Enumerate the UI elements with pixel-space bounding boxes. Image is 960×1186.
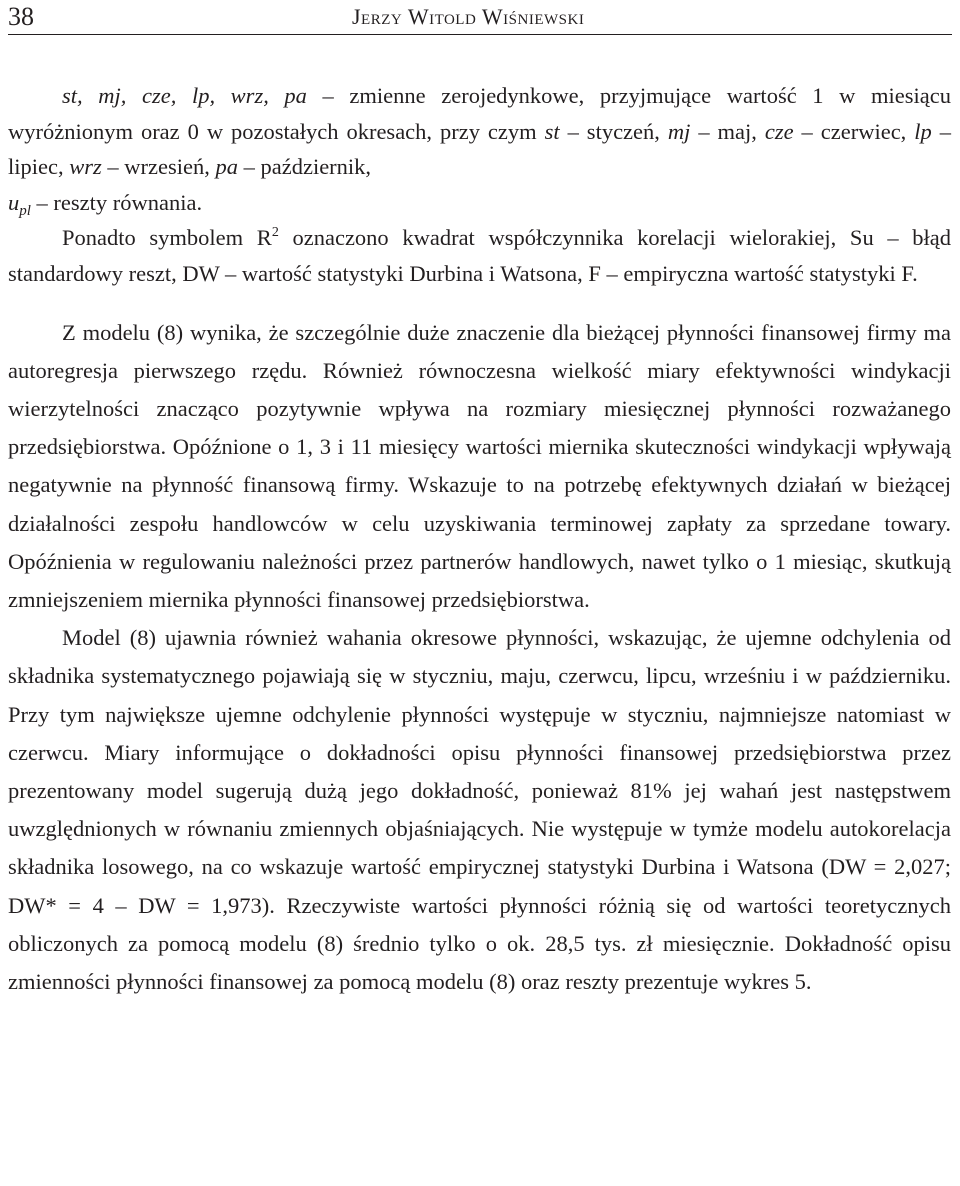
page-number: 38 (8, 2, 34, 31)
page-content (8, 78, 951, 1001)
variable-definitions (8, 78, 951, 292)
definitions-paragraph: st, mj, cze, lp, wrz, pa – zmienne zerojedynkowe, przyjmujące wartość 1 w miesiącu wyróżnionym oraz 0 w pozostałych okresach, przy czym st – styczeń, mj – maj, cze – czerwiec, lp – lipiec, wrz – wrzesień, pa – październik, $u_{pl}$ – reszty równania. (8, 83, 952, 219)
page-header (0, 0, 960, 34)
body-text (8, 314, 951, 1002)
residual-symbol: u (8, 189, 20, 215)
body-paragraph-2: Model (8) ujawnia również wahania okresowe płynności, wskazując, że ujemne odchylenia od składnika systematycznego pojawiają się w styczniu, maju, czerwcu, lipcu, wrześniu i w październiku. Przy tym największe ujemne odchylenie płynności występuje w styczniu, najmniejsze natomiast w czerwcu. Miary informujące o dokładności opisu płynności finansowej przedsiębiorstwa przez prezentowany model sugerują dużą jego dokładność, ponieważ 81% jej wahań jest następstwem uwzględnionych w równaniu zmiennych objaśniających. Nie występuje w tymże modelu autokorelacja składnika losowego, na co wskazuje wartość empirycznej statystyki Durbina i Watsona (DW = 2,027; DW* = 4 – DW = 1,973). Rzeczywiste wartości płynności różnią się od wartości teoretycznych obliczonych za pomocą modelu (8) średnio tylko o ok. 28,5 tys. zł miesięcznie. Dokładność opisu zmienności płynności finansowej za pomocą modelu (8) oraz reszty prezentuje wykres 5. (8, 625, 951, 995)
running-head-author: Jerzy Witold Wiśniewski (352, 4, 585, 29)
body-paragraph-1: Z modelu (8) wynika, że szczególnie duże znaczenie dla bieżącej płynności finansowej firmy ma autoregresja pierwszego rzędu. Również równoczesna wielkość miary efektywności windykacji wierzytelności znacząco pozytywnie wpływa na rozmiary miesięcznej płynności rozważanego przedsiębiorstwa. Opóźnione o 1, 3 i 11 miesięcy wartości miernika skuteczności windykacji wpływają negatywnie na płynność finansową firmy. Wskazuje to na potrzebę efektywnych działań w bieżącej działalności zespołu handlowców w celu uzyskiwania terminowej zapłaty za sprzedane towary. Opóźnienia w regulowaniu należności przez partnerów handlowych, nawet tylko o 1 miesiąc, skutkują zmniejszeniem miernika płynności finansowej przedsiębiorstwa. (8, 319, 951, 612)
statistics-definitions-paragraph: Ponadto symbolem $R^2$ oznaczono kwadrat współczynnika korelacji wielorakiej, Su – błąd standardowy reszt, DW – wartość statystyki Durbina i Watsona, F – empiryczna wartość statystyki F. (8, 225, 951, 286)
header-rule (8, 34, 952, 35)
dummy-variables: st, mj, cze, lp, wrz, pa (62, 83, 307, 108)
